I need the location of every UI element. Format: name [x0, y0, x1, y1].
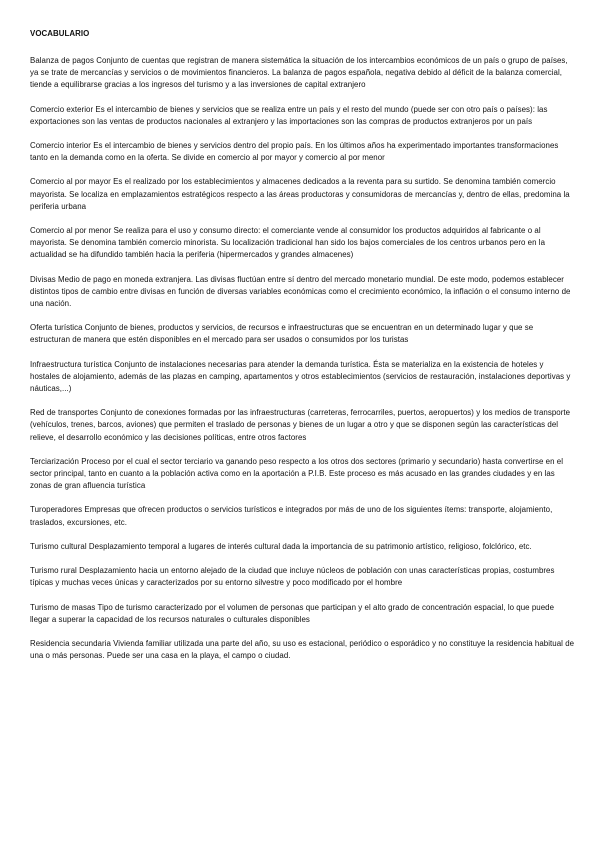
entry-definition: Conjunto de conexiones formadas por las infraestructuras (carreteras, ferrocarriles, puertos, aeropuertos) y los medios de transporte (vehículos, trenes, barcos, aviones) que permiten el traslado de personas y bienes de un lugar a otro y que se disponen según las características del relieve, el desarrollo económico y las decisiones políticas, entre otros factores — [30, 408, 571, 442]
glossary-entry — [30, 407, 575, 444]
entry-definition: Es el intercambio de bienes y servicios dentro del propio país. En los últimos años ha experimentado importantes transformaciones tanto en la demanda como en la oferta. Se divide en comercio al por mayor y comercio al por menor — [30, 141, 559, 163]
document-title: VOCABULARIO — [30, 29, 90, 38]
entry-definition: Es el realizado por los establecimientos y almacenes dedicados a la reventa para su surtido. Se denomina también comercio mayorista. Se localiza en emplazamientos estratégicos respecto a las áreas productoras y consumidoras de mercancías y, dentro de ellas, predomina la periferia urbana — [30, 177, 570, 211]
entry-term: Turismo rural — [30, 566, 77, 576]
entry-term: Turismo cultural — [30, 541, 87, 551]
glossary-entry — [30, 225, 575, 262]
glossary-entry — [30, 638, 575, 662]
entry-definition: Conjunto de cuentas que registran de manera sistemática la situación de los intercambios económicos de un país o grupo de países, ya se trate de mercancías y servicios o de movimientos financieros. La balanza de pagos española, negativa debido al déficit de la balanza comercial, tiende a equilibrarse gracias a los ingresos del turismo y a las inversiones de capital extranjero — [30, 56, 568, 90]
entry-definition: Empresas que ofrecen productos o servicios turísticos e integrados por más de uno de los siguientes ítems: transporte, alojamiento, traslados, excursiones, etc. — [30, 505, 553, 527]
entry-definition: Es el intercambio de bienes y servicios que se realiza entre un país y el resto del mundo (puede ser con otro país o países): las exportaciones son las ventas de productos nacionales al extranjero y las importaciones son las compras de productos extranjeros por un país — [30, 104, 548, 126]
glossary-entry — [30, 322, 575, 346]
entry-definition: Conjunto de instalaciones necesarias para atender la demanda turística. Ésta se materializa en la existencia de hoteles y hostales de alojamiento, además de las plazas en camping, apartamentos y otros establecimientos (servicios de restauración, instalaciones deportivas y náuticas,...) — [30, 359, 571, 394]
entry-definition: Conjunto de bienes, productos y servicios, de recursos e infraestructuras que se encuentran en un determinado lugar y que se estructuran de manera que estén disponibles en el mercado para ser usados o consumidos por los turistas — [30, 323, 534, 345]
entry-definition: Se realiza para el uso y consumo directo: el comerciante vende al consumidor los productos adquiridos al fabricante o al mayorista. Se denomina también comercio minorista. Su localización tradicional han sido los bajos comerciales de los centros urbanos pero en la actualidad se ha difundido también hacia la periferia (hipermercados y grandes almacenes) — [30, 226, 546, 260]
entry-term: Turoperadores — [30, 505, 83, 515]
entry-definition: Desplazamiento hacia un entorno alejado de la ciudad que incluye núcleos de población con unas características propias, costumbres típicas y muchas veces únicas y caracterizados por su entorno silvestre y poco modificado por el hombre — [30, 566, 555, 588]
glossary-entry — [30, 504, 575, 528]
entry-definition: Proceso por el cual el sector terciario va ganando peso respecto a los otros dos sectores (primario y secundario) hasta convertirse en el sector principal, tanto en cuanto a la población activa como en la aportación a P.I.B. Este proceso es más acusado en las grandes ciudades y en las zonas de gran afluencia turística — [30, 456, 564, 491]
entry-term: Balanza de pagos — [30, 56, 94, 65]
glossary-entry — [30, 274, 575, 311]
entry-term: Comercio exterior — [30, 104, 94, 114]
glossary-entry — [30, 602, 575, 626]
entry-term: Comercio al por menor — [30, 226, 112, 236]
entry-term: Comercio al por mayor — [30, 177, 111, 187]
entry-term: Red de transportes — [30, 408, 99, 418]
entry-term: Comercio interior — [30, 141, 91, 151]
glossary-entry — [30, 55, 575, 92]
document-page — [30, 28, 575, 674]
entry-definition: Medio de pago en moneda extranjera. Las divisas fluctúan entre sí dentro del mercado monetario mundial. De este modo, podemos establecer distintos tipos de cambio entre divisas en función de diversas variables económicas como el crecimiento económico, la inflación o el consumo interno de una nación. — [30, 274, 571, 309]
entry-term: Divisas — [30, 274, 56, 284]
entry-definition: Desplazamiento temporal a lugares de interés cultural dada la importancia de su patrimonio artístico, religioso, folclórico, etc. — [88, 541, 532, 551]
glossary-entry — [30, 176, 575, 213]
entry-term: Oferta turística — [30, 323, 83, 333]
entry-term: Residencia secundaria — [30, 638, 111, 648]
entry-term: Terciarización — [30, 456, 79, 466]
glossary-entry — [30, 565, 575, 589]
entry-term: Turismo de masas — [30, 602, 96, 612]
glossary-entry — [30, 359, 575, 396]
glossary-entry — [30, 140, 575, 164]
entry-term: Infraestructura turística — [30, 359, 112, 369]
glossary-entry — [30, 104, 575, 128]
entry-definition: Tipo de turismo caracterizado por el volumen de personas que participan y el alto grado de concentración espacial, lo que puede llegar a superar la capacidad de los recursos naturales o culturales disponibles — [30, 602, 555, 624]
entry-definition: Vivienda familiar utilizada una parte del año, su uso es estacional, periódico o esporádico y no constituye la residencia habitual de una o más personas. Puede ser una casa en la playa, el campo o ciudad. — [30, 638, 575, 661]
glossary-entry — [30, 541, 575, 553]
glossary-entry — [30, 456, 575, 493]
